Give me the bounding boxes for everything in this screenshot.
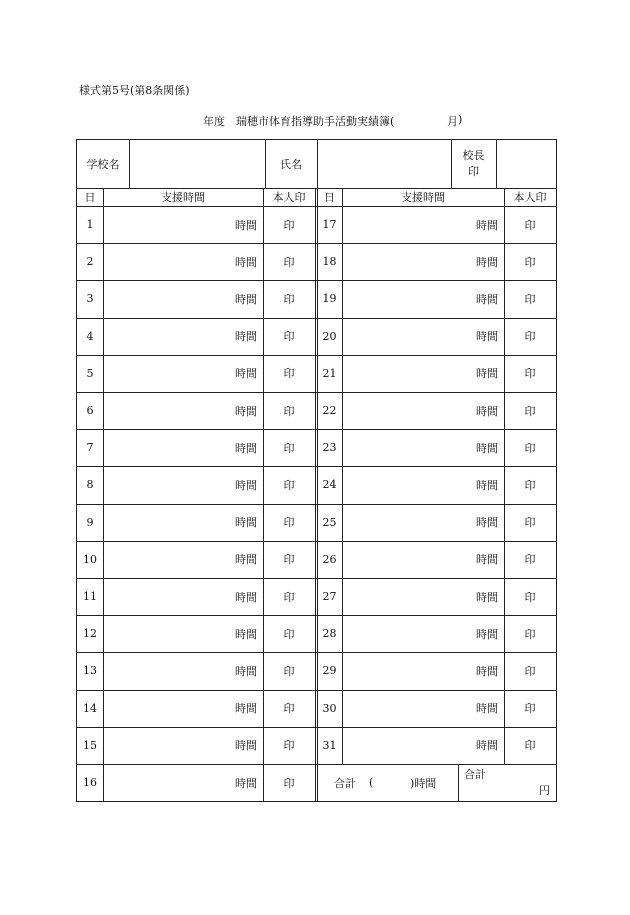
day-number: 27 [322,590,337,604]
day-number: 9 [86,515,94,529]
title-year-label: 年度 [203,115,225,128]
support-hours-field[interactable]: 時間 [476,627,498,641]
day-number: 2 [86,255,94,269]
day-number: 29 [322,664,337,678]
principal-seal-label [451,140,496,188]
support-hours-field[interactable]: 時間 [476,404,498,418]
support-hours-field[interactable]: 時間 [476,590,498,604]
day-number: 25 [322,515,337,529]
day-number: 8 [86,478,94,492]
activity-record-table [76,139,557,802]
day-number: 4 [86,329,94,343]
grid-line [342,188,343,764]
grid-line [458,764,459,801]
grid-line [103,188,104,801]
self-seal-field[interactable]: 印 [283,702,295,716]
day-number: 26 [322,552,337,566]
grid-line [317,140,318,188]
support-hours-field[interactable]: 時間 [235,590,257,604]
self-seal-field[interactable]: 印 [524,739,536,753]
support-hours-field[interactable]: 時間 [476,478,498,492]
col-day-right: 日 [324,191,335,204]
support-hours-field[interactable]: 時間 [235,330,257,344]
self-seal-field[interactable]: 印 [283,516,295,530]
support-hours-field[interactable]: 時間 [235,739,257,753]
support-hours-field[interactable]: 時間 [235,292,257,306]
day-number: 24 [322,478,337,492]
total-hours-field[interactable] [317,764,458,801]
support-hours-field[interactable]: 時間 [235,516,257,530]
self-seal-field[interactable]: 印 [283,664,295,678]
name-field[interactable] [317,140,451,188]
principal-seal-line1: 校長 [462,149,485,162]
title-close-paren: ) [458,113,463,126]
support-hours-field[interactable]: 時間 [235,255,257,269]
day-number: 3 [86,292,94,306]
form-number: 様式第5号(第8条関係) [79,84,190,97]
day-number: 19 [322,292,337,306]
self-seal-field[interactable]: 印 [524,292,536,306]
grid-line [129,140,130,188]
principal-seal-line2: 印 [468,165,479,178]
support-hours-field[interactable]: 時間 [235,664,257,678]
grid-line [263,188,264,801]
self-seal-field[interactable]: 印 [283,255,295,269]
support-hours-field[interactable]: 時間 [476,553,498,567]
self-seal-field[interactable]: 印 [524,590,536,604]
support-hours-field[interactable]: 時間 [476,218,498,232]
name-label: 氏名 [280,158,302,171]
day-number: 13 [83,664,97,678]
self-seal-field[interactable]: 印 [524,367,536,381]
support-hours-field[interactable]: 時間 [235,441,257,455]
support-hours-field[interactable]: 時間 [476,664,498,678]
day-number: 31 [322,738,337,752]
support-hours-field[interactable]: 時間 [235,478,257,492]
total-hours-open: ( [369,776,374,789]
grid-line [496,140,497,188]
self-seal-field[interactable]: 印 [524,664,536,678]
support-hours-field[interactable]: 時間 [476,255,498,269]
day-number: 30 [322,701,337,715]
grid-line [451,140,452,188]
title-main: 瑞穂市体育指導助手活動実績簿( [236,115,395,128]
day-number: 14 [83,701,97,715]
self-seal-field[interactable]: 印 [283,776,295,790]
self-seal-field[interactable]: 印 [283,218,295,232]
day-number: 12 [83,627,97,641]
total-hours-close: )時間 [410,776,437,790]
self-seal-field[interactable]: 印 [283,478,295,492]
principal-seal-box[interactable] [496,140,556,188]
self-seal-field[interactable]: 印 [283,739,295,753]
col-self-seal-right: 本人印 [513,191,547,204]
total-hours-label: 合計 [334,776,356,790]
grid-line [504,188,505,764]
day-number: 6 [86,404,94,418]
col-support-hours-left: 支援時間 [161,191,205,204]
self-seal-field[interactable]: 印 [283,367,295,381]
day-number: 16 [83,776,97,789]
self-seal-field[interactable]: 印 [524,702,536,716]
support-hours-field[interactable]: 時間 [235,404,257,418]
support-hours-field[interactable]: 時間 [235,553,257,567]
day-number: 7 [86,441,94,455]
self-seal-field[interactable]: 印 [524,516,536,530]
day-number: 11 [83,590,97,604]
support-hours-field[interactable]: 時間 [235,702,257,716]
self-seal-field[interactable]: 印 [283,292,295,306]
self-seal-field[interactable]: 印 [524,441,536,455]
support-hours-field[interactable]: 時間 [235,776,257,790]
self-seal-field[interactable]: 印 [283,330,295,344]
grid-line [315,188,316,801]
day-number: 21 [322,366,337,380]
col-self-seal-left: 本人印 [272,191,306,204]
support-hours-field[interactable]: 時間 [476,330,498,344]
support-hours-field[interactable]: 時間 [476,367,498,381]
self-seal-field[interactable]: 印 [524,553,536,567]
total-amount-label: 合計 [464,768,486,781]
support-hours-field[interactable]: 時間 [235,627,257,641]
day-number: 20 [322,329,337,343]
day-number: 22 [322,404,337,418]
support-hours-field[interactable]: 時間 [476,292,498,306]
self-seal-field[interactable]: 印 [524,218,536,232]
day-number: 1 [86,218,94,232]
day-number: 5 [86,366,94,380]
day-number: 18 [322,255,337,269]
support-hours-field[interactable]: 時間 [476,739,498,753]
day-number: 10 [83,552,97,566]
self-seal-field[interactable]: 印 [524,404,536,418]
grid-line [317,188,318,801]
school-field[interactable] [129,140,265,188]
support-hours-field[interactable]: 時間 [476,441,498,455]
col-day-left: 日 [84,191,96,204]
support-hours-field[interactable]: 時間 [235,218,257,232]
day-number: 28 [322,627,337,641]
grid-line [265,140,266,188]
day-number: 23 [322,441,337,455]
self-seal-field[interactable]: 印 [524,627,536,641]
self-seal-field[interactable]: 印 [283,404,295,418]
total-amount-field[interactable] [458,764,556,801]
day-number: 15 [83,738,97,752]
title-month-label: 月 [447,115,458,128]
support-hours-field[interactable]: 時間 [476,702,498,716]
school-label: 学校名 [86,158,120,171]
support-hours-field[interactable]: 時間 [476,516,498,530]
total-amount-unit: 円 [539,784,550,797]
support-hours-field[interactable]: 時間 [235,367,257,381]
self-seal-field[interactable]: 印 [283,627,295,641]
self-seal-field[interactable]: 印 [524,478,536,492]
day-number: 17 [322,218,337,232]
self-seal-field[interactable]: 印 [283,590,295,604]
col-support-hours-right: 支援時間 [401,191,445,204]
self-seal-field[interactable]: 印 [524,255,536,269]
self-seal-field[interactable]: 印 [283,441,295,455]
self-seal-field[interactable]: 印 [524,330,536,344]
self-seal-field[interactable]: 印 [283,553,295,567]
